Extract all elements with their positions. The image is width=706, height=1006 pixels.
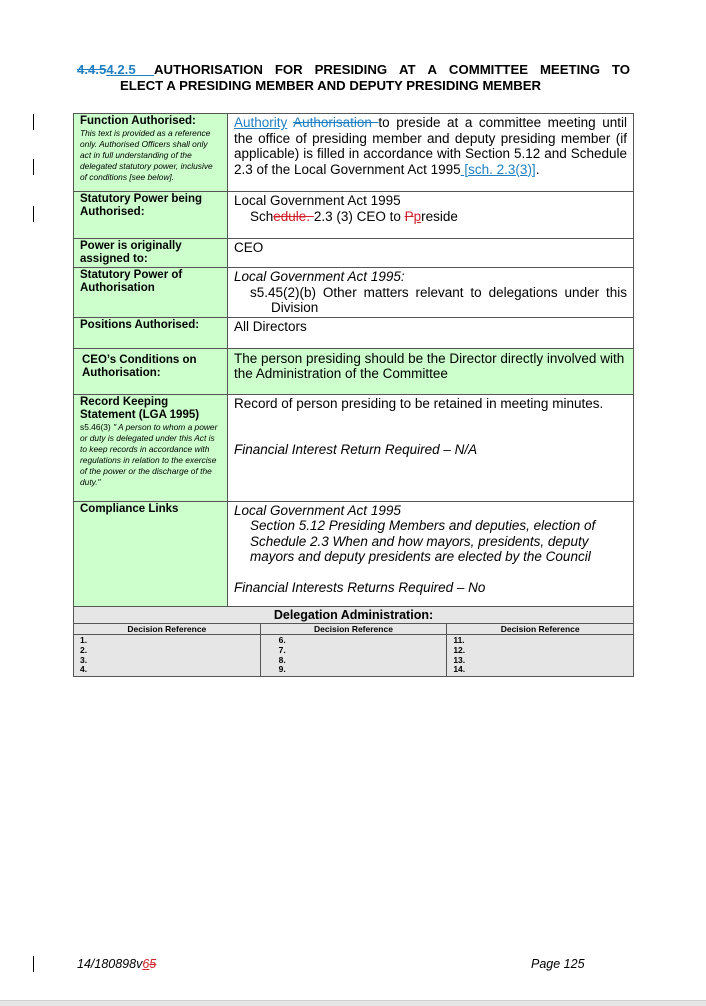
section-number: 4.4.54.2.5 AUTHORISATION — [77, 62, 263, 77]
compliance-value: Local Government Act 1995 Section 5.12 Presiding Members and deputies, election of Schedule 2.3 When and how mayors, presidents, deputy mayors and deputy presidents are elected by the Council Financial Interests Returns Required – No — [228, 501, 634, 608]
record-keeping-note: s5.46(3) " A person to whom a power or duty is delegated under this Act is to keep records in accordance with regulations in relation to the exercise of the power or the discharge of the duty." — [80, 421, 218, 487]
function-note: This text is provided as a reference only. Authorised Officers shall only act in full understanding of the delegated statutory power, inclusive of conditions [see below]. — [80, 128, 213, 182]
decision-reference-header: Decision Reference — [447, 624, 634, 635]
table-row — [74, 114, 634, 192]
delegation-admin-table — [73, 606, 634, 677]
originally-assigned-value: CEO — [228, 239, 634, 268]
power-of-authorisation-value: Local Government Act 1995: s5.45(2)(b) Other matters relevant to delegations under this Division — [228, 268, 634, 318]
table-row — [74, 348, 634, 394]
function-label-cell: Function Authorised: This text is provided as a reference only. Authorised Officers shall only act in full understanding of the delegated statutory power, inclusive of conditions [see below]. — [74, 114, 228, 192]
change-bar — [33, 159, 34, 175]
delegation-table — [73, 113, 634, 609]
admin-title: Delegation Administration: — [74, 607, 634, 624]
table-row — [74, 394, 634, 501]
decision-ref-col-3: 11. 12. 13. 14. — [447, 635, 634, 677]
statutory-power-value: Local Government Act 1995 Schedule. 2.3 (3) CEO to Ppreside — [228, 192, 634, 239]
record-keeping-label-cell: Record Keeping Statement (LGA 1995) s5.46(3) " A person to whom a power or duty is delegated under this Act is to keep records in accordance with regulations in relation to the exercise of the power or the discharge of the duty." — [74, 394, 228, 501]
page-number: Page 125 — [531, 957, 585, 971]
function-value: Authority Authorisation to preside at a committee meeting until the office of presiding member and deputy presiding member (if applicable) is filled in accordance with Section 5.12 and Schedule 2.3 of the Local Government Act 1995 [sch. 2.3(3)]. — [228, 114, 634, 192]
table-row — [74, 192, 634, 239]
conditions-value: The person presiding should be the Director directly involved with the Administration of the Committee — [228, 348, 634, 394]
decision-ref-col-1: 1. 2. 3. 4. — [74, 635, 261, 677]
statutory-power-label: Statutory Power being Authorised: — [74, 192, 228, 239]
power-of-authorisation-label: Statutory Power of Authorisation — [74, 268, 228, 318]
originally-assigned-label: Power is originally assigned to: — [74, 239, 228, 268]
positions-label: Positions Authorised: — [74, 317, 228, 348]
change-bar — [33, 206, 34, 222]
conditions-label: CEO’s Conditions on Authorisation: — [74, 348, 228, 394]
document-reference: 14/180898v65 — [77, 957, 157, 971]
section-heading: 4.4.54.2.5 AUTHORISATION FOR PRESIDING AT A COMMITTEE MEETING TO ELECT A PRESIDING MEMBER AND DEPUTY PRESIDING MEMBER — [77, 62, 630, 93]
change-bar — [33, 956, 34, 972]
table-row — [74, 239, 634, 268]
record-keeping-value: Record of person presiding to be retained in meeting minutes. Financial Interest Return Required – N/A — [228, 394, 634, 501]
table-row — [74, 501, 634, 608]
compliance-label: Compliance Links — [74, 501, 228, 608]
decision-reference-header: Decision Reference — [74, 624, 261, 635]
positions-value: All Directors — [228, 317, 634, 348]
table-row — [74, 268, 634, 318]
schedule-link[interactable]: [sch. 2.3(3)] — [460, 161, 536, 177]
decision-reference-header: Decision Reference — [260, 624, 447, 635]
change-bar — [33, 114, 34, 130]
table-row — [74, 317, 634, 348]
section-title-line2: ELECT A PRESIDING MEMBER AND DEPUTY PRESIDING MEMBER — [120, 78, 542, 93]
page-bottom-edge — [0, 1000, 706, 1006]
decision-ref-col-2: 6. 7. 8. 9. — [260, 635, 447, 677]
